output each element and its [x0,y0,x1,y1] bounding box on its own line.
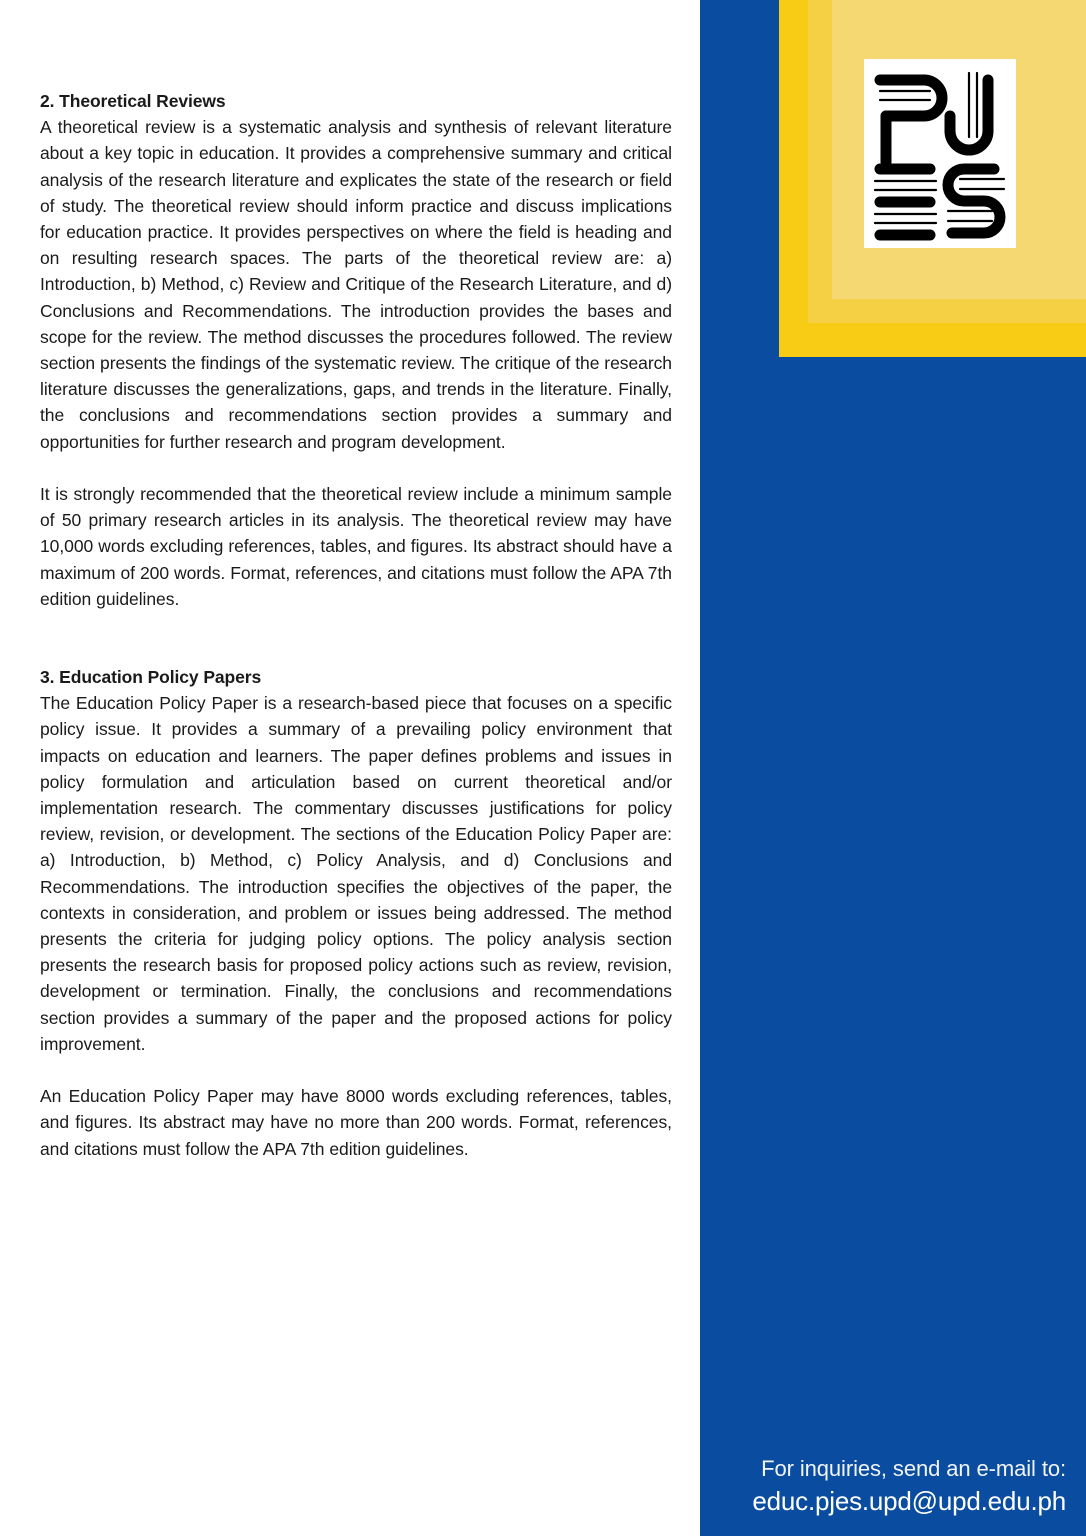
document-body [40,88,672,1162]
contact-block [700,1454,1066,1518]
contact-email[interactable]: educ.pjes.upd@upd.edu.ph [752,1486,1066,1516]
section-paragraph: The Education Policy Paper is a research-based piece that focuses on a specific policy issue. It provides a summary of a prevailing policy environment that impacts on education and learners. The paper defines problems and issues in policy formulation and articulation based on current theoretical and/or implementation research. The commentary discusses justifications for policy review, revision, or development. The sections of the Education Policy Paper are: a) Introduction, b) Method, c) Policy Analysis, and d) Conclusions and Recommendations. The introduction specifies the objectives of the paper, the contexts in consideration, and problem or issues being addressed. The method presents the criteria for judging policy options. The policy analysis section presents the research basis for proposed policy actions such as review, revision, development or termination. Finally, the conclusions and recommendations section provides a summary of the paper and the proposed actions for policy improvement. [40,693,672,1054]
section-theoretical-reviews [40,88,672,612]
section-heading: 2. Theoretical Reviews [40,91,226,111]
contact-label: For inquiries, send an e-mail to: [761,1456,1066,1481]
section-spacer [40,612,672,664]
section-education-policy-papers [40,664,672,1162]
section-paragraph: An Education Policy Paper may have 8000 words excluding references, tables, and figures. Its abstract may have no more than 200 words. Format, references, and citations must follow the APA 7th edition guidelines. [40,1086,672,1159]
section-paragraph: A theoretical review is a systematic analysis and synthesis of relevant literature about a key topic in education. It provides a comprehensive summary and critical analysis of the research literature and explicates the state of the research or field of study. The theoretical review should inform practice and discuss implications for education practice. It provides perspectives on where the field is heading and on resulting research spaces. The parts of the theoretical review are: a) Introduction, b) Method, c) Review and Critique of the Research Literature, and d) Conclusions and Recommendations. The introduction provides the bases and scope for the review. The method discusses the procedures followed. The review section presents the findings of the systematic review. The critique of the research literature discusses the generalizations, gaps, and trends in the literature. Finally, the conclusions and recommendations section provides a summary and opportunities for further research and program development. [40,117,672,452]
paragraph-spacer [40,455,672,481]
section-paragraph: It is strongly recommended that the theoretical review include a minimum sample of 50 primary research articles in its analysis. The theoretical review may have 10,000 words excluding references, tables, and figures. Its abstract should have a maximum of 200 words. Format, references, and citations must follow the APA 7th edition guidelines. [40,484,672,609]
section-heading: 3. Education Policy Papers [40,667,262,688]
pjes-logo-card [864,59,1016,248]
paragraph-spacer [40,1057,672,1083]
pjes-logo-icon [864,59,1016,248]
logo-block [779,0,1086,357]
